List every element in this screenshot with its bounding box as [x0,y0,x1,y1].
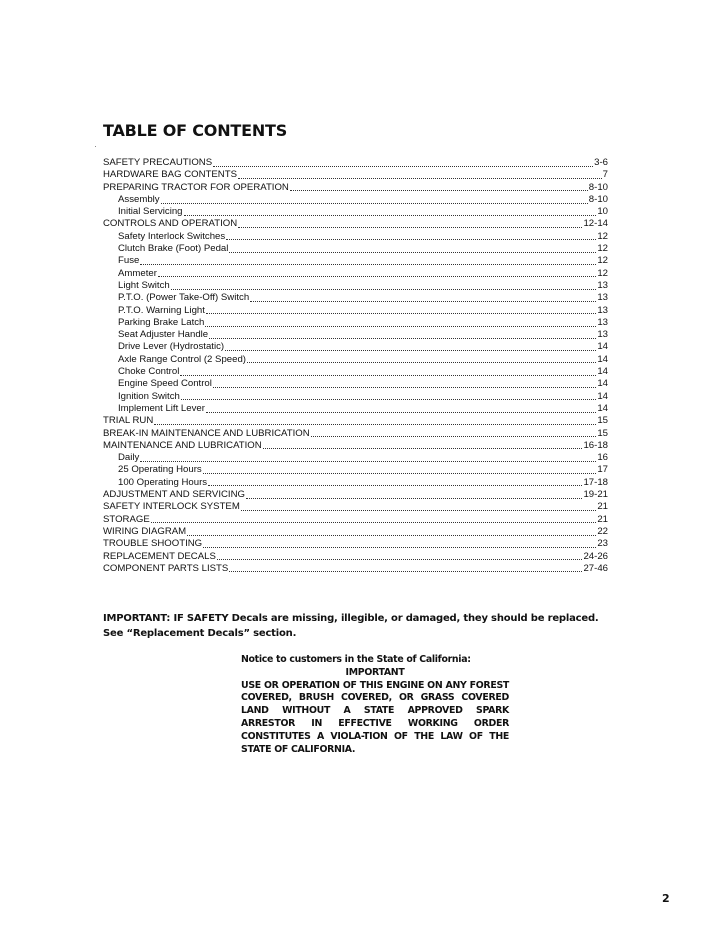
toc-entry-label: P.T.O. Warning Light [118,304,205,316]
toc-leader-dots [154,424,596,425]
toc-entry-page: 13 [597,304,608,316]
toc-entry-page: 8-10 [588,181,608,193]
toc-leader-dots [238,178,602,179]
toc-entry [103,477,608,489]
toc-leader-dots [206,412,596,413]
toc-entry-page: 3-6 [594,157,608,168]
toc-leader-dots [140,264,596,265]
toc-leader-dots [250,301,596,302]
toc-entry [103,317,608,329]
toc-entry-page: 14 [597,390,608,402]
toc-entry [103,305,608,317]
toc-entry-label: 100 Operating Hours [118,476,208,488]
toc-entry-page: 22 [597,525,608,537]
toc-entry-label: ADJUSTMENT AND SERVICING [103,489,245,501]
toc-entry [103,563,608,575]
toc-entry-label: Ignition Switch [118,390,180,402]
toc-leader-dots [203,547,596,548]
toc-leader-dots [203,473,597,474]
toc-entry-label: Clutch Brake (Foot) Pedal [118,243,229,255]
toc-entry-page: 14 [597,378,608,390]
toc-entry [103,182,608,194]
table-of-contents [103,157,608,575]
toc-leader-dots [226,239,596,240]
toc-entry [103,403,608,415]
toc-entry-label: Safety Interlock Switches [118,230,226,242]
toc-entry-page: 12-14 [583,218,608,230]
toc-entry-label: Seat Adjuster Handle [118,329,209,341]
toc-entry-page: 12 [597,243,608,255]
toc-entry-page: 12 [597,255,608,267]
toc-leader-dots [181,399,596,400]
toc-entry [103,489,608,501]
toc-leader-dots [213,387,596,388]
toc-entry [103,255,608,267]
toc-entry-page: 12 [597,267,608,279]
toc-entry-page: 12 [597,230,608,242]
toc-entry-page: 10 [597,206,608,218]
toc-entry-label: Daily [118,452,140,464]
toc-leader-dots [311,436,597,437]
toc-entry-page: 21 [597,501,608,513]
toc-leader-dots [229,571,582,572]
toc-entry-page: 15 [597,427,608,439]
toc-entry-page: 8-10 [588,193,608,205]
toc-entry [103,415,608,427]
toc-entry-label: TROUBLE SHOOTING [103,538,203,550]
toc-entry-page: 17 [597,464,608,476]
toc-entry [103,366,608,378]
toc-entry [103,514,608,526]
toc-entry-label: Assembly [118,193,160,205]
toc-leader-dots [158,276,596,277]
toc-entry-label: HARDWARE BAG CONTENTS [103,169,237,181]
toc-entry-page: 24-26 [583,550,608,562]
toc-entry-label: MAINTENANCE AND LUBRICATION [103,439,262,451]
toc-leader-dots [290,190,588,191]
toc-entry [103,354,608,366]
toc-leader-dots [187,535,596,536]
california-notice [241,654,509,756]
toc-entry-label: STORAGE [103,513,150,525]
toc-entry-label: Initial Servicing [118,206,183,218]
toc-entry-page: 27-46 [583,562,608,574]
toc-leader-dots [171,289,597,290]
toc-entry [103,526,608,538]
toc-entry-page: 16 [597,452,608,464]
toc-entry [103,157,608,169]
toc-leader-dots [246,498,582,499]
scan-speck [95,146,96,147]
toc-entry [103,464,608,476]
toc-leader-dots [213,166,593,167]
toc-entry-label: CONTROLS AND OPERATION [103,218,238,230]
toc-entry [103,169,608,181]
toc-entry-label: SAFETY PRECAUTIONS [103,157,213,168]
toc-entry-page: 14 [597,402,608,414]
page-title: TABLE OF CONTENTS [103,121,288,140]
toc-entry-label: REPLACEMENT DECALS [103,550,216,562]
toc-entry-label: BREAK-IN MAINTENANCE AND LUBRICATION [103,427,310,439]
toc-entry [103,378,608,390]
toc-entry-label: PREPARING TRACTOR FOR OPERATION [103,181,289,193]
toc-entry-page: 14 [597,341,608,353]
toc-entry-page: 14 [597,353,608,365]
toc-entry [103,391,608,403]
toc-entry-label: WIRING DIAGRAM [103,525,187,537]
toc-leader-dots [229,252,596,253]
toc-entry-page: 14 [597,366,608,378]
toc-entry [103,329,608,341]
toc-leader-dots [205,326,596,327]
toc-entry [103,341,608,353]
toc-entry-label: COMPONENT PARTS LISTS [103,562,229,574]
toc-entry-label: Light Switch [118,279,170,291]
toc-leader-dots [217,559,583,560]
toc-entry [103,428,608,440]
toc-leader-dots [209,338,596,339]
notice-body: USE OR OPERATION OF THIS ENGINE ON ANY FOREST COVERED, BRUSH COVERED, OR GRASS COVERED LAND WITHOUT A STATE APPROVED SPARK ARRESTOR IN EFFECTIVE WORKING ORDER CONSTITUTES A VIOLA-TION OF THE LAW OF THE STATE OF CALIFORNIA. [241,679,509,755]
toc-entry-page: 13 [597,316,608,328]
notice-heading: Notice to customers in the State of California: [241,654,471,665]
toc-entry [103,243,608,255]
toc-entry [103,538,608,550]
toc-leader-dots [263,448,583,449]
toc-leader-dots [161,203,588,204]
toc-entry-label: Fuse [118,255,140,267]
toc-entry-label: 25 Operating Hours [118,464,202,476]
page-number: 2 [662,892,670,905]
toc-entry-page: 17-18 [583,476,608,488]
toc-entry [103,280,608,292]
toc-entry-label: Ammeter [118,267,157,279]
toc-leader-dots [206,313,596,314]
toc-entry-page: 7 [602,169,608,181]
toc-entry [103,231,608,243]
important-note: IMPORTANT: IF SAFETY Decals are missing, illegible, or damaged, they should be replaced. See “Replacement Decals” section. [103,613,599,639]
toc-entry-label: Drive Lever (Hydrostatic) [118,341,225,353]
toc-entry-label: Engine Speed Control [118,378,212,390]
toc-entry-label: TRIAL RUN [103,415,154,427]
toc-leader-dots [225,350,596,351]
notice-subheading: IMPORTANT [345,666,405,678]
toc-entry-page: 21 [597,513,608,525]
toc-entry-page: 15 [597,415,608,427]
toc-leader-dots [241,510,597,511]
toc-entry [103,206,608,218]
toc-entry [103,268,608,280]
toc-leader-dots [238,227,582,228]
toc-entry-page: 19-21 [583,489,608,501]
toc-entry [103,218,608,230]
toc-leader-dots [208,485,582,486]
toc-entry-page: 13 [597,292,608,304]
toc-entry-page: 23 [597,538,608,550]
toc-entry [103,440,608,452]
toc-entry-label: Parking Brake Latch [118,316,205,328]
toc-entry [103,292,608,304]
toc-entry-label: Choke Control [118,366,180,378]
toc-entry-label: SAFETY INTERLOCK SYSTEM [103,501,240,513]
toc-leader-dots [140,461,596,462]
toc-entry [103,452,608,464]
toc-entry-page: 13 [597,279,608,291]
toc-entry-label: Implement Lift Lever [118,402,205,414]
toc-entry [103,501,608,513]
toc-leader-dots [184,215,597,216]
toc-entry [103,551,608,563]
toc-entry-page: 16-18 [583,439,608,451]
toc-entry-label: P.T.O. (Power Take-Off) Switch [118,292,250,304]
toc-entry-page: 13 [597,329,608,341]
toc-entry-label: Axle Range Control (2 Speed) [118,353,246,365]
toc-entry [103,194,608,206]
toc-leader-dots [180,375,596,376]
toc-leader-dots [247,362,596,363]
toc-leader-dots [151,522,597,523]
